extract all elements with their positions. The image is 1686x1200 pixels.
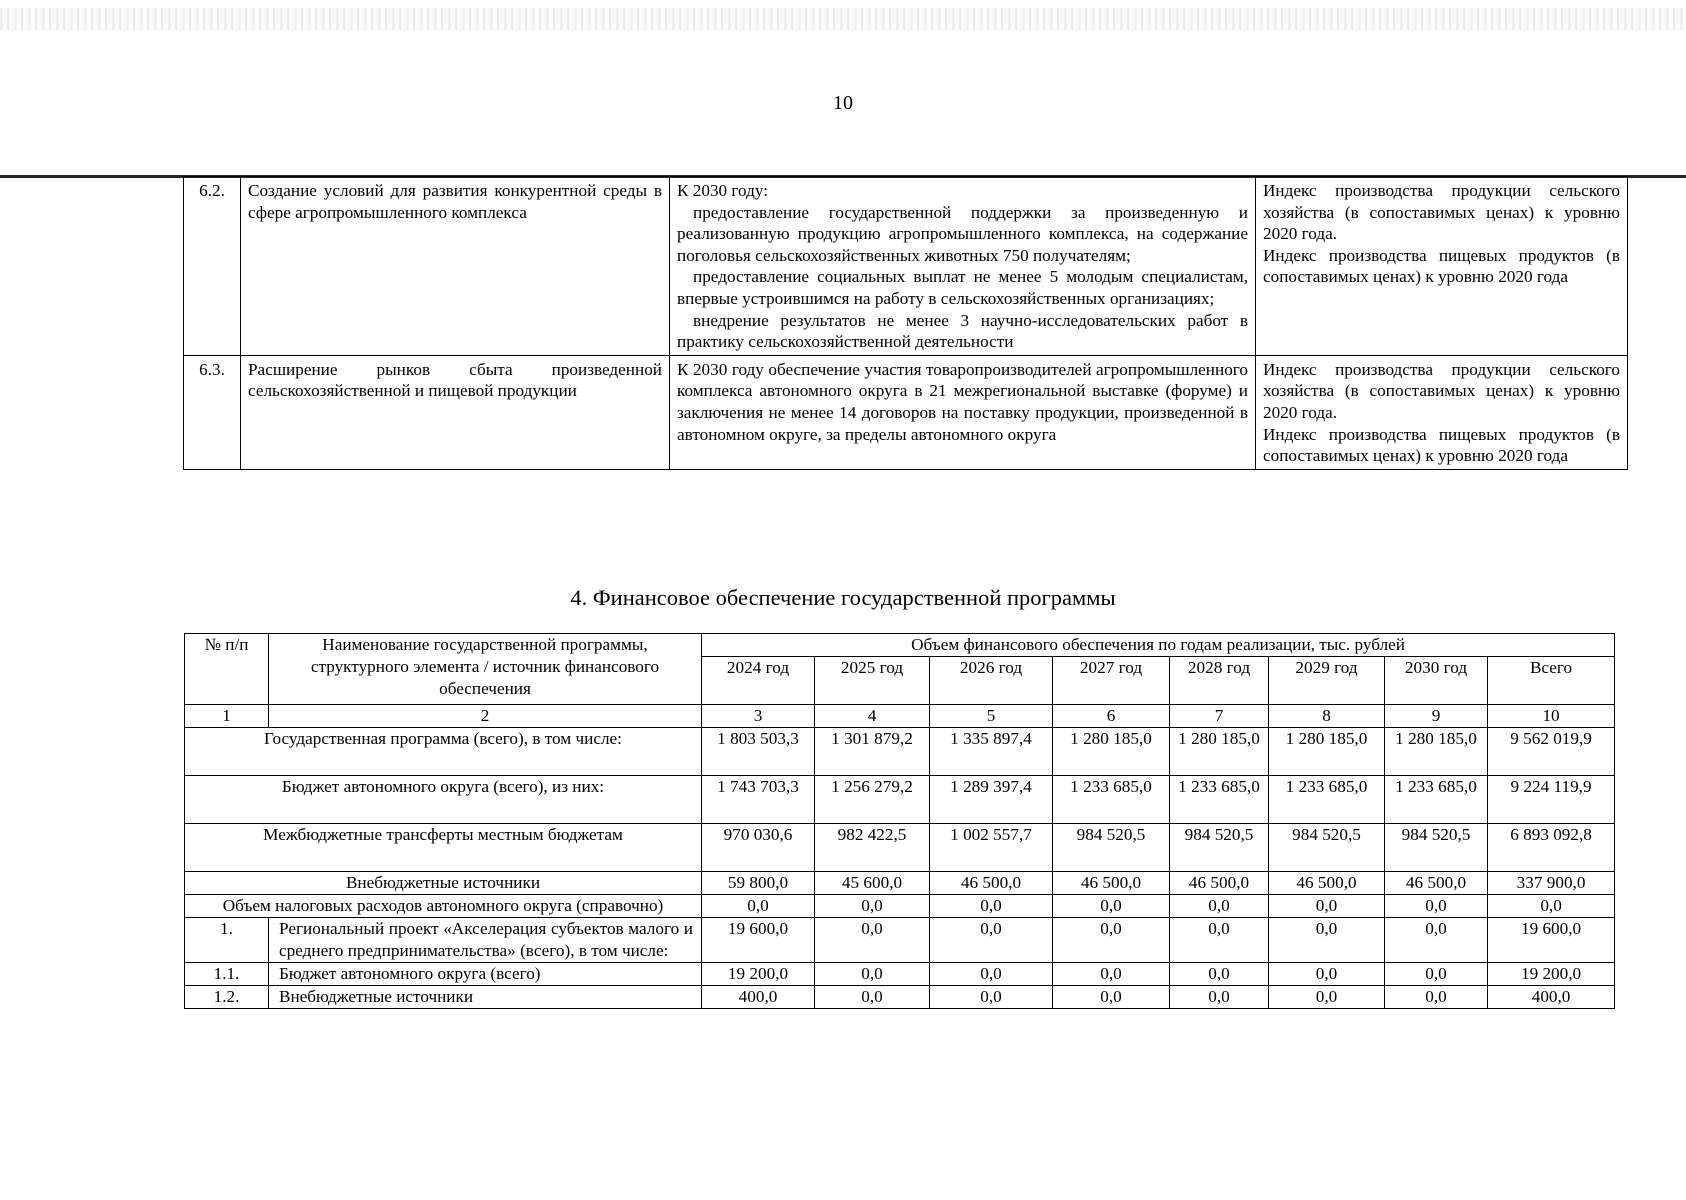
year-header: 2024 год: [702, 657, 815, 705]
value-cell: 19 200,0: [1488, 963, 1615, 986]
value-cell: 984 520,5: [1170, 824, 1269, 872]
row-number: 1.1.: [185, 963, 269, 986]
value-cell: 0,0: [1488, 895, 1615, 918]
objective-results: [670, 177, 1256, 356]
value-cell: 1 280 185,0: [1170, 728, 1269, 776]
col-index: 8: [1269, 705, 1385, 728]
row-name: Объем налоговых расходов автономного округа (справочно): [185, 895, 702, 918]
finance-table: [184, 633, 1615, 1009]
row-name: Внебюджетные источники: [185, 872, 702, 895]
value-cell: 0,0: [1269, 918, 1385, 963]
col-index: 2: [269, 705, 702, 728]
value-cell: 1 335 897,4: [930, 728, 1053, 776]
value-cell: 0,0: [815, 895, 930, 918]
value-cell: 1 233 685,0: [1170, 776, 1269, 824]
value-cell: 1 280 185,0: [1385, 728, 1488, 776]
col-header-group: Объем финансового обеспечения по годам реализации, тыс. рублей: [702, 634, 1615, 657]
value-cell: 0,0: [1269, 963, 1385, 986]
value-cell: 1 233 685,0: [1385, 776, 1488, 824]
year-header: 2026 год: [930, 657, 1053, 705]
value-cell: 0,0: [815, 986, 930, 1009]
value-cell: 982 422,5: [815, 824, 930, 872]
value-cell: 0,0: [1053, 986, 1170, 1009]
value-cell: 337 900,0: [1488, 872, 1615, 895]
table-row: [185, 895, 1615, 918]
result-item: предоставление социальных выплат не менее 5 молодым специалистам, впервые устроившимся на работу в сельскохозяйственных организациях;: [677, 267, 1248, 308]
value-cell: 1 280 185,0: [1269, 728, 1385, 776]
value-cell: 0,0: [815, 963, 930, 986]
row-name: Бюджет автономного округа (всего), из них:: [185, 776, 702, 824]
value-cell: 984 520,5: [1385, 824, 1488, 872]
indicator-item: Индекс производства продукции сельского хозяйства (в сопоставимых ценах) к уровню 2020 года.: [1263, 181, 1620, 244]
col-index: 1: [185, 705, 269, 728]
indicator-item: Индекс производства продукции сельского хозяйства (в сопоставимых ценах) к уровню 2020 года.: [1263, 359, 1620, 422]
year-header: 2027 год: [1053, 657, 1170, 705]
value-cell: 45 600,0: [815, 872, 930, 895]
objective-number: 6.2.: [184, 177, 241, 356]
indicator-item: Индекс производства пищевых продуктов (в сопоставимых ценах) к уровню 2020 года: [1263, 245, 1620, 287]
col-index: 5: [930, 705, 1053, 728]
objective-number: 6.3.: [184, 355, 241, 469]
value-cell: 0,0: [1385, 895, 1488, 918]
value-cell: 19 200,0: [702, 963, 815, 986]
value-cell: 0,0: [1170, 986, 1269, 1009]
row-number: 1.: [185, 918, 269, 963]
value-cell: 0,0: [1170, 918, 1269, 963]
value-cell: 1 233 685,0: [1053, 776, 1170, 824]
row-number: 1.2.: [185, 986, 269, 1009]
objectives-table: [183, 176, 1628, 470]
value-cell: 9 224 119,9: [1488, 776, 1615, 824]
value-cell: 46 500,0: [1385, 872, 1488, 895]
value-cell: 1 289 397,4: [930, 776, 1053, 824]
col-header-num: № п/п: [185, 634, 269, 705]
value-cell: 19 600,0: [1488, 918, 1615, 963]
value-cell: 6 893 092,8: [1488, 824, 1615, 872]
page-number: 10: [833, 92, 853, 114]
value-cell: 46 500,0: [1269, 872, 1385, 895]
value-cell: 9 562 019,9: [1488, 728, 1615, 776]
value-cell: 0,0: [930, 895, 1053, 918]
col-index: 6: [1053, 705, 1170, 728]
indicator-item: Индекс производства пищевых продуктов (в сопоставимых ценах) к уровню 2020 года: [1263, 424, 1620, 466]
result-item: предоставление государственной поддержки за произведенную и реализованную продукцию агропромышленного комплекса, на содержание поголовья сельскохозяйственных животных 750 получателям;: [677, 202, 1248, 265]
section-title: 4. Финансовое обеспечение государственной программы: [570, 585, 1116, 610]
value-cell: 0,0: [1053, 895, 1170, 918]
scan-edge-artifact: [0, 8, 1686, 30]
year-header: 2030 год: [1385, 657, 1488, 705]
row-name: Межбюджетные трансферты местным бюджетам: [185, 824, 702, 872]
value-cell: 0,0: [930, 918, 1053, 963]
value-cell: 0,0: [930, 963, 1053, 986]
year-header: 2028 год: [1170, 657, 1269, 705]
value-cell: 0,0: [930, 986, 1053, 1009]
col-index: 7: [1170, 705, 1269, 728]
value-cell: 1 301 879,2: [815, 728, 930, 776]
finance-header-row: [185, 634, 1615, 657]
objective-indicators: [1256, 177, 1628, 356]
value-cell: 1 233 685,0: [1269, 776, 1385, 824]
value-cell: 1 256 279,2: [815, 776, 930, 824]
value-cell: 400,0: [702, 986, 815, 1009]
year-header: 2029 год: [1269, 657, 1385, 705]
value-cell: 0,0: [1170, 963, 1269, 986]
objective-results: К 2030 году обеспечение участия товаропроизводителей агропромышленного комплекса автономного округа в 21 межрегиональной выставке (форуме) и заключения не менее 14 договоров на поставку продукции, произведенной в автономном округе, за пределы автономного округа: [670, 355, 1256, 469]
results-intro: К 2030 году:: [677, 181, 769, 200]
row-name: Внебюджетные источники: [269, 986, 702, 1009]
value-cell: 46 500,0: [930, 872, 1053, 895]
table-row: [185, 918, 1615, 963]
objective-name: Создание условий для развития конкурентной среды в сфере агропромышленного комплекса: [241, 177, 670, 356]
objective-row-6-3: [184, 355, 1628, 469]
value-cell: 0,0: [1170, 895, 1269, 918]
value-cell: 984 520,5: [1269, 824, 1385, 872]
result-item: внедрение результатов не менее 3 научно-исследовательских работ в практику сельскохозяйственной деятельности: [677, 310, 1248, 352]
value-cell: 46 500,0: [1170, 872, 1269, 895]
table-row: [185, 824, 1615, 872]
value-cell: 0,0: [1269, 986, 1385, 1009]
row-name: Региональный проект «Акселерация субъектов малого и среднего предпринимательства» (всего), в том числе:: [269, 918, 702, 963]
value-cell: 1 743 703,3: [702, 776, 815, 824]
objective-row-6-2: [184, 177, 1628, 356]
value-cell: 400,0: [1488, 986, 1615, 1009]
year-header: 2025 год: [815, 657, 930, 705]
value-cell: 1 002 557,7: [930, 824, 1053, 872]
row-name: Государственная программа (всего), в том числе:: [185, 728, 702, 776]
table-row: [185, 872, 1615, 895]
table-row: [185, 963, 1615, 986]
row-name: Бюджет автономного округа (всего): [269, 963, 702, 986]
table-row: [185, 728, 1615, 776]
table-row: [185, 986, 1615, 1009]
value-cell: 0,0: [1385, 918, 1488, 963]
value-cell: 59 800,0: [702, 872, 815, 895]
value-cell: 0,0: [1385, 963, 1488, 986]
col-index: 9: [1385, 705, 1488, 728]
value-cell: 0,0: [1053, 918, 1170, 963]
value-cell: 1 803 503,3: [702, 728, 815, 776]
value-cell: 19 600,0: [702, 918, 815, 963]
objective-indicators: [1256, 355, 1628, 469]
value-cell: 984 520,5: [1053, 824, 1170, 872]
value-cell: 970 030,6: [702, 824, 815, 872]
value-cell: 46 500,0: [1053, 872, 1170, 895]
finance-index-row: [185, 705, 1615, 728]
objective-name: Расширение рынков сбыта произведенной сельскохозяйственной и пищевой продукции: [241, 355, 670, 469]
value-cell: 0,0: [815, 918, 930, 963]
value-cell: 0,0: [1385, 986, 1488, 1009]
table-row: [185, 776, 1615, 824]
col-index: 10: [1488, 705, 1615, 728]
year-header: Всего: [1488, 657, 1615, 705]
col-index: 4: [815, 705, 930, 728]
value-cell: 0,0: [1269, 895, 1385, 918]
col-header-name: Наименование государственной программы, структурного элемента / источник финансового обеспечения: [269, 634, 702, 705]
value-cell: 0,0: [1053, 963, 1170, 986]
value-cell: 1 280 185,0: [1053, 728, 1170, 776]
value-cell: 0,0: [702, 895, 815, 918]
col-index: 3: [702, 705, 815, 728]
